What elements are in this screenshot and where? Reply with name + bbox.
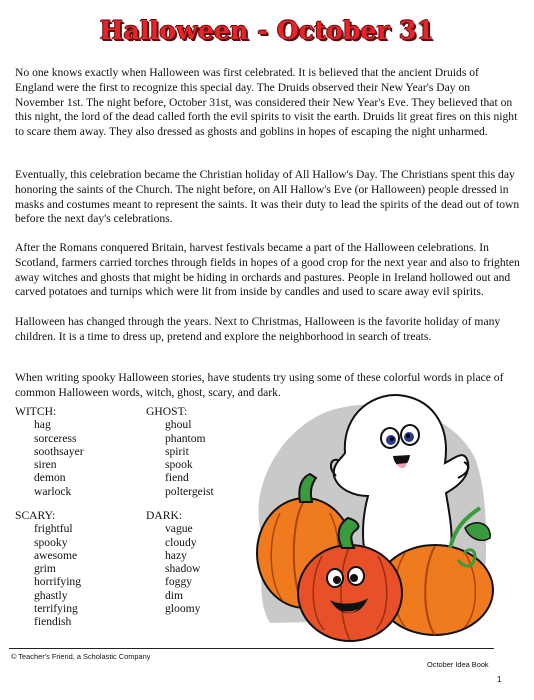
word-list-item: spirit: [165, 444, 189, 458]
paragraph-druids: No one knows exactly when Halloween was first celebrated. It is believed that the ancient Druids of England were the first to recognize this special day. The Druids observed their New Year's Day on November 1st. The night before, October 31st, was considered their New Year's Eve. They believed that on this night, the lord of the dead called forth the evil spirits to visit the earth. Druids lit great fires on this night to scare them away. They also dressed as ghosts and goblins in hopes of escaping the night unharmed.: [15, 66, 518, 139]
word-list-heading: GHOST:: [146, 405, 188, 418]
page-title: Halloween - October 31: [99, 16, 435, 45]
word-list-item: fiendish: [34, 615, 72, 629]
word-list-heading: WITCH:: [15, 405, 57, 418]
word-list-item: foggy: [165, 575, 193, 589]
paragraph-modern-halloween: Halloween has changed through the years. Next to Christmas, Halloween is the favorite holiday of many children. It is a time to dress up, pretend and explore the neighborhood in search of treats.: [15, 315, 501, 343]
paragraph-harvest-festivals: After the Romans conquered Britain, harvest festivals became a part of the Halloween celebrations. In Scotland, farmers carried torches through fields in hopes of a good crop for the next year and also to frighten away witches and ghosts that might be hiding in orchards and pastures. People in Ireland hollowed out and carved potatoes and turnips which were lit from inside by candles and used to scare away evil spirits.: [15, 241, 520, 299]
word-list-item: hazy: [165, 548, 187, 562]
ghost-and-pumpkins-illustration: [250, 378, 495, 646]
paragraph-all-hallows: Eventually, this celebration became the Christian holiday of All Hallow's Day. The Christians spent this day honoring the saints of the Church. The night before, on All Hallow's Eve (or Halloween) people dressed in masks and costumes meant to represent the saints. It was their duty to lead the spirits of the dead out of town before the next day's celebrations.: [15, 168, 520, 226]
word-list-item: sorceress: [34, 431, 77, 445]
word-list-heading: SCARY:: [15, 509, 56, 522]
word-list-item: siren: [34, 458, 57, 472]
word-list-item: fiend: [165, 471, 189, 485]
word-list-items: [146, 522, 200, 615]
word-list-item: shadow: [165, 562, 201, 576]
word-list-item: terrifying: [34, 602, 78, 616]
word-list-item: awesome: [34, 548, 78, 562]
word-list-items: [15, 418, 84, 498]
word-list-item: vague: [165, 522, 193, 536]
word-list-item: dim: [165, 588, 184, 602]
word-list-item: ghastly: [34, 588, 68, 602]
word-list-item: soothsayer: [34, 444, 84, 458]
word-list-item: horrifying: [34, 575, 82, 589]
word-list-dark: [146, 509, 200, 615]
word-list-item: gloomy: [165, 602, 201, 616]
footer-book-title: October Idea Book: [427, 660, 489, 669]
word-list-witch: [15, 405, 84, 498]
word-list-ghost: [146, 405, 214, 498]
paragraph-writing-tip: When writing spooky Halloween stories, have students try using some of these colorful words in place of common Halloween words, witch, ghost, scary, and dark.: [15, 371, 504, 399]
word-list-items: [15, 522, 81, 628]
word-list-scary: [15, 509, 81, 629]
word-list-heading: DARK:: [146, 509, 183, 522]
word-list-item: ghoul: [165, 418, 192, 432]
word-list-items: [146, 418, 214, 498]
word-list-item: demon: [34, 471, 66, 485]
word-list-item: spook: [165, 458, 193, 472]
word-list-item: warlock: [34, 484, 72, 498]
word-list-item: frightful: [34, 522, 73, 536]
word-list-item: spooky: [34, 535, 68, 549]
word-list-item: hag: [34, 418, 51, 432]
footer-copyright: © Teacher's Friend, a Scholastic Company: [11, 652, 151, 661]
footer-divider: [9, 648, 494, 649]
word-list-item: cloudy: [165, 535, 197, 549]
word-list-item: grim: [34, 562, 56, 576]
word-list-item: poltergeist: [165, 484, 214, 498]
page-number: 1: [497, 675, 502, 684]
word-list-item: phantom: [165, 431, 206, 445]
